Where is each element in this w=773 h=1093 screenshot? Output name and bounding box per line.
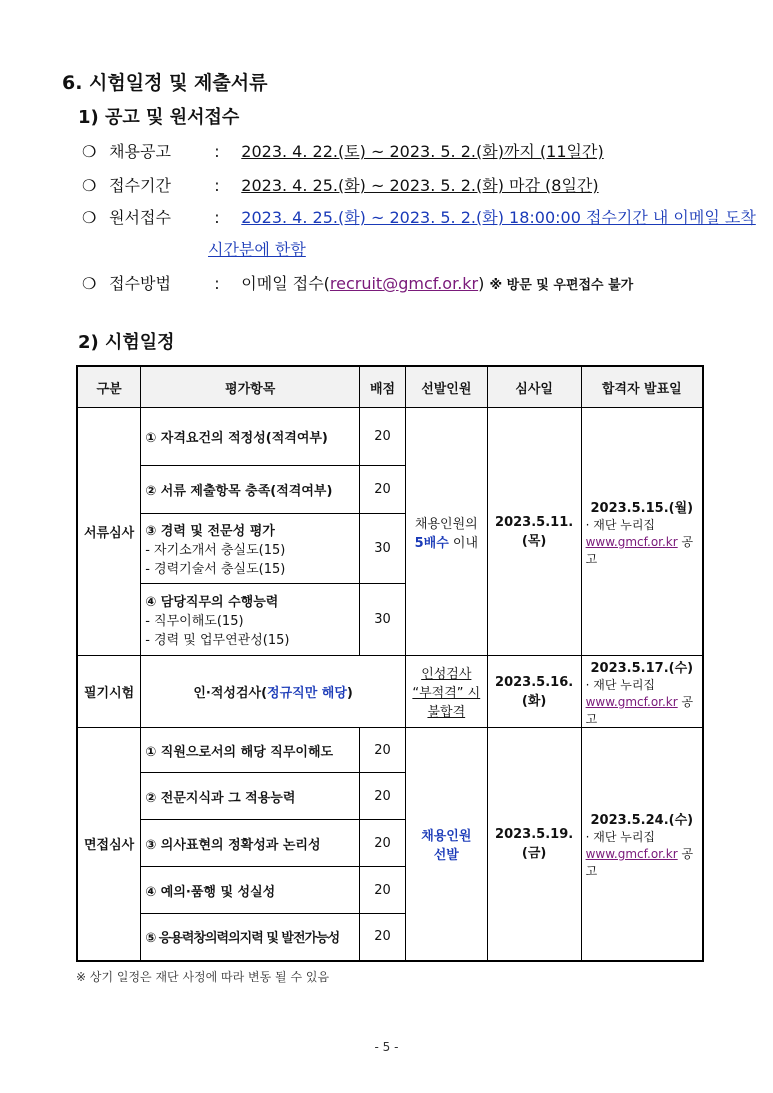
header-category: 구분 (77, 366, 141, 408)
eval-item: ④ 예의·품행 및 성실성 (141, 867, 360, 914)
score: 20 (360, 408, 406, 466)
table-row (77, 408, 703, 466)
item-label: 접수기간 (109, 176, 171, 195)
header-item: 평가항목 (141, 366, 360, 408)
category-written: 필기시험 (77, 656, 141, 728)
selection-written: 인성검사 “부적격” 시 불합격 (405, 656, 487, 728)
item-value: 2023. 4. 25.(화) ~ 2023. 5. 2.(화) 18:00:00 접수기간 내 이메일 도착 (241, 208, 756, 227)
selection-document: 채용인원의 5배수 이내 (405, 408, 487, 656)
score: 20 (360, 914, 406, 961)
item-method: ❍ 접수방법 : 이메일 접수(recruit@gmcf.or.kr) ※ 방문 및 우편접수 불가 (82, 271, 633, 294)
site-link[interactable]: www.gmcf.or.kr (585, 694, 678, 709)
eval-item: ③ 경력 및 전문성 평가 - 자기소개서 충실도(15) - 경력기술서 충실도(15) (141, 514, 360, 584)
bullet-icon: ❍ (82, 274, 97, 293)
score: 20 (360, 820, 406, 867)
review-date-interview: 2023.5.19.(금) (487, 728, 581, 961)
item-value: 2023. 4. 25.(화) ~ 2023. 5. 2.(화) 마감 (8일간) (241, 176, 599, 195)
eval-item: ① 자격요건의 적정성(적격여부) (141, 408, 360, 466)
method-note: ※ 방문 및 우편접수 불가 (489, 278, 634, 293)
table-row (77, 728, 703, 773)
item-label: 채용공고 (109, 142, 171, 161)
email-link[interactable]: recruit@gmcf.or.kr (329, 274, 479, 293)
score: 20 (360, 728, 406, 773)
selection-interview: 채용인원 선발 (405, 728, 487, 961)
eval-item-written: 인·적성검사(정규직만 해당) (141, 656, 406, 728)
review-date-document: 2023.5.11.(목) (487, 408, 581, 656)
section-title: 6. 시험일정 및 제출서류 (62, 72, 268, 94)
site-link[interactable]: www.gmcf.or.kr (585, 534, 678, 549)
table-header-row (77, 366, 703, 408)
item-announcement: ❍ 채용공고 : 2023. 4. 22.(토) ~ 2023. 5. 2.(화)까지 (11일간) (82, 139, 604, 162)
footnote: ※ 상기 일정은 재단 사정에 따라 변동 될 수 있음 (76, 970, 330, 984)
item-application: ❍ 원서접수 : 2023. 4. 25.(화) ~ 2023. 5. 2.(화) 18:00:00 접수기간 내 이메일 도착 (82, 205, 756, 228)
subsection-title-schedule: 2) 시험일정 (78, 332, 175, 353)
header-review-date: 심사일 (487, 366, 581, 408)
review-date-written: 2023.5.16.(화) (487, 656, 581, 728)
category-document: 서류심사 (77, 408, 141, 656)
site-link[interactable]: www.gmcf.or.kr (585, 846, 678, 861)
item-label: 원서접수 (109, 208, 171, 227)
eval-item: ② 전문지식과 그 적용능력 (141, 773, 360, 820)
header-selection: 선발인원 (405, 366, 487, 408)
item-reception-period: ❍ 접수기간 : 2023. 4. 25.(화) ~ 2023. 5. 2.(화) 마감 (8일간) (82, 173, 599, 196)
item-application-cont (208, 237, 306, 260)
eval-item: ⑤ 응용력창의력의지력 및 발전가능성 (141, 914, 360, 961)
header-score: 배점 (360, 366, 406, 408)
header-announce-date: 합격자 발표일 (581, 366, 703, 408)
page-number: - 5 - (374, 1040, 399, 1054)
category-interview: 면접심사 (77, 728, 141, 961)
announce-document: 2023.5.15.(월) · 재단 누리집 www.gmcf.or.kr 공고 (581, 408, 703, 656)
eval-item: ② 서류 제출항목 충족(적격여부) (141, 466, 360, 514)
item-value-cont: 시간분에 한함 (208, 240, 306, 259)
bullet-icon: ❍ (82, 208, 97, 227)
announce-written: 2023.5.17.(수) · 재단 누리집 www.gmcf.or.kr 공고 (581, 656, 703, 728)
item-value: 2023. 4. 22.(토) ~ 2023. 5. 2.(화)까지 (11일간) (241, 142, 604, 161)
score: 30 (360, 584, 406, 656)
score: 20 (360, 466, 406, 514)
eval-item: ① 직원으로서의 해당 직무이해도 (141, 728, 360, 773)
eval-item: ③ 의사표현의 정확성과 논리성 (141, 820, 360, 867)
announce-interview: 2023.5.24.(수) · 재단 누리집 www.gmcf.or.kr 공고 (581, 728, 703, 961)
score: 30 (360, 514, 406, 584)
table-row (77, 656, 703, 728)
score: 20 (360, 867, 406, 914)
item-label: 접수방법 (109, 274, 171, 293)
bullet-icon: ❍ (82, 142, 97, 161)
bullet-icon: ❍ (82, 176, 97, 195)
schedule-table (76, 365, 704, 962)
subsection-title-notice: 1) 공고 및 원서접수 (78, 107, 240, 128)
score: 20 (360, 773, 406, 820)
eval-item: ④ 담당직무의 수행능력 - 직무이해도(15) - 경력 및 업무연관성(15) (141, 584, 360, 656)
